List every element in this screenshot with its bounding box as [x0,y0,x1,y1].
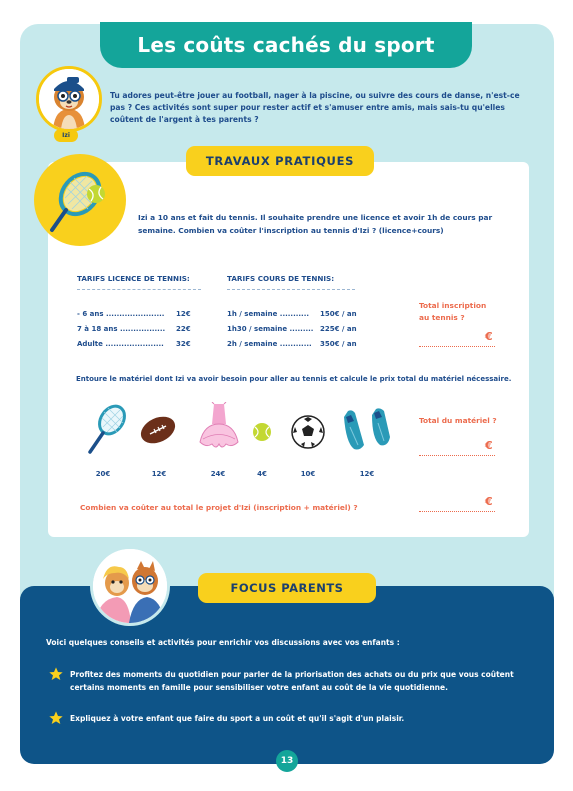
cours-row-price: 350€ / an [320,340,357,348]
item-flippers[interactable] [342,407,392,459]
item-tutu[interactable] [198,402,240,462]
cours-row-label: 1h30 / semaine ......... [227,325,316,333]
total-projet-question: Combien va coûter au total le projet d'Izi (inscription + matériel) ? [80,503,358,512]
licence-row-label: 7 à 18 ans ................. [77,325,166,333]
focus-intro: Voici quelques conseils et activités pour enrichir vos discussions avec vos enfants : [46,638,400,647]
item-price: 24€ [210,470,226,478]
licence-row-label: Adulte ...................... [77,340,164,348]
focus-banner [198,573,376,603]
intro-text: Tu adores peut-être jouer au football, nager à la piscine, ou suivre des cours de danse, n'est-ce pas ? Ces activités sont super pour rester actif et s'amuser entre amis, mais sais-tu qu'elles coûtent de l'argent à tes parents ? [110,91,520,124]
travaux-heading: TRAVAUX PRATIQUES [205,154,355,168]
answer-line-materiel[interactable] [419,455,495,456]
star-icon [48,666,64,682]
answer-line-projet[interactable] [419,511,495,512]
flippers-icon [342,407,392,455]
page-number: 13 [276,750,298,772]
cours-row-label: 2h / semaine ............ [227,340,315,348]
mascot-avatar [36,66,102,132]
licence-row-label: - 6 ans ...................... [77,310,165,318]
rugby-ball-icon [138,412,178,448]
soccer-ball-icon [290,414,326,450]
tutu-icon [198,402,240,458]
licence-row-price: 22€ [176,325,191,333]
focus-tip: Profitez des moments du quotidien pour parler de la priorisation des achats ou du prix que vous coûtent certains moments en famille pour sensibiliser votre enfant au coût de la vie quotidienne. [70,670,514,692]
tennis-racket-ball-icon [34,154,126,246]
racket-illustration [34,154,126,246]
item-rugby-ball[interactable] [138,412,178,452]
item-price: 20€ [95,470,111,478]
item-price: 12€ [151,470,167,478]
cours-header: TARIFS COURS DE TENNIS: [227,274,335,283]
licence-header: TARIFS LICENCE DE TENNIS: [77,274,190,283]
item-price: 10€ [300,470,316,478]
travaux-banner [186,146,374,176]
item-racket[interactable] [80,400,130,464]
parents-illustration [90,546,170,626]
total-inscription-label: Total inscription au tennis ? [419,301,487,322]
answer-line-inscription[interactable] [419,346,495,347]
cours-row-price: 150€ / an [320,310,357,318]
licence-row-price: 32€ [176,340,191,348]
parents-icon [93,549,167,623]
cours-row-label: 1h / semaine ........... [227,310,312,318]
tennis-ball-icon [252,422,272,442]
tennis-racket-icon [80,400,130,460]
page-title: Les coûts cachés du sport [137,33,435,57]
total-materiel-label: Total du matériel ? [419,416,497,425]
euro-sign: € [485,330,493,343]
licence-row-price: 12€ [176,310,191,318]
mascot-icon [39,69,99,129]
licence-header-rule [77,289,201,290]
item-tennis-ball[interactable] [252,422,272,446]
question-inscription: Izi a 10 ans et fait du tennis. Il souhaite prendre une licence et avoir 1h de cours par semaine. Combien va coûter l'inscription au tennis d'Izi ? (licence+cours) [138,213,493,235]
item-price: 12€ [359,470,375,478]
star-icon [48,710,64,726]
euro-sign: € [485,495,493,508]
item-soccer-ball[interactable] [290,414,326,454]
cours-header-rule [227,289,355,290]
focus-tip: Expliquez à votre enfant que faire du sport a un coût et qu'il s'agit d'un plaisir. [70,714,405,723]
materiel-instruction: Entoure le matériel dont Izi va avoir besoin pour aller au tennis et calcule le prix total du matériel nécessaire. [76,375,512,383]
euro-sign: € [485,439,493,452]
item-price: 4€ [257,470,267,478]
title-banner [100,22,472,68]
cours-row-price: 225€ / an [320,325,357,333]
focus-heading: FOCUS PARENTS [230,581,344,595]
mascot-name-tag: Izi [54,129,78,142]
